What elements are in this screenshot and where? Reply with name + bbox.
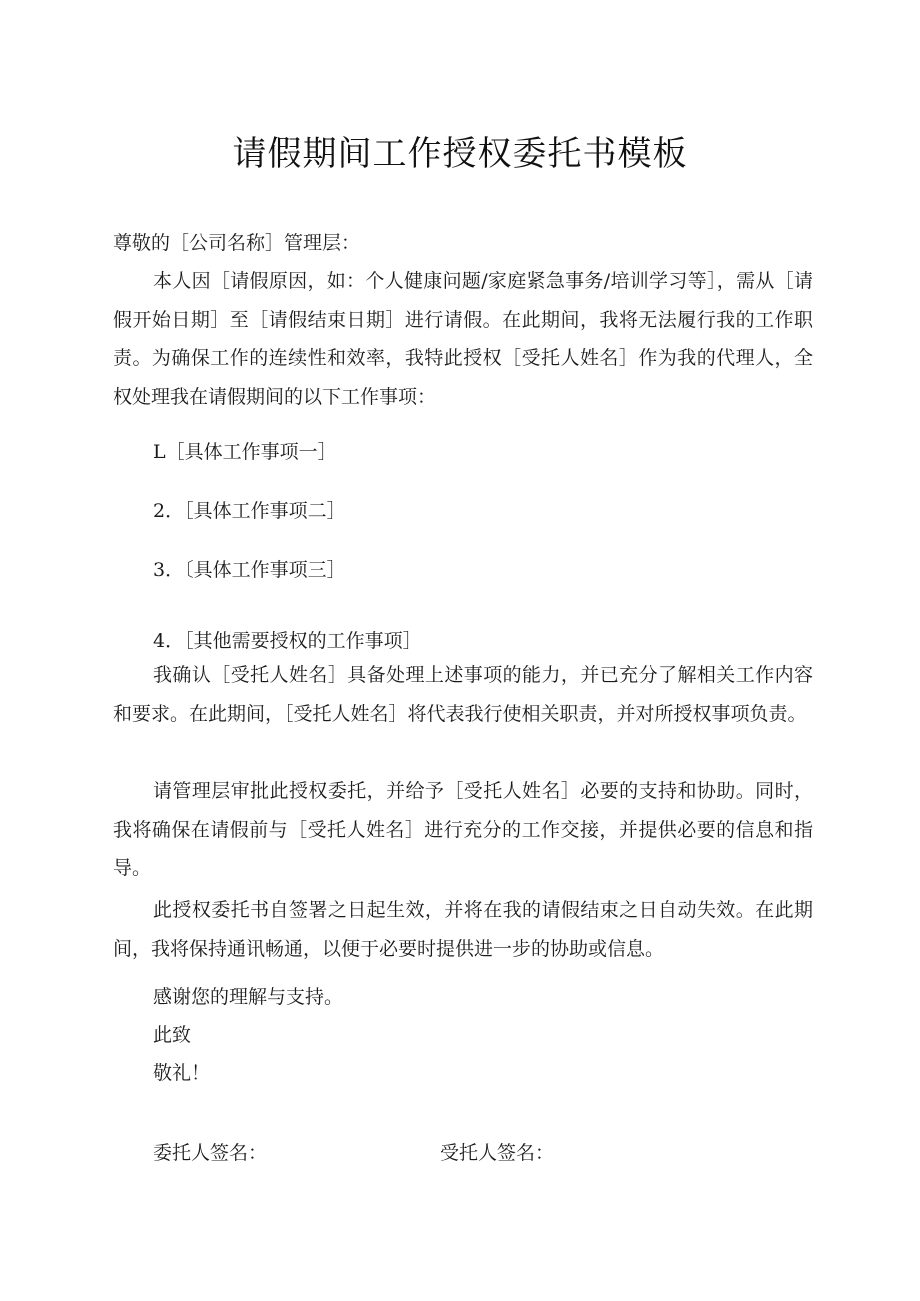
paragraph-reason: 本人因［请假原因，如：个人健康问题/家庭紧急事务/培训学习等］，需从［请假开始日期］至［请假结束日期］进行请假。在此期间，我将无法履行我的工作职责。为确保工作的连续性和效率，我特此授权［受托人姓名］作为我的代理人，全权处理我在请假期间的以下工作事项：	[113, 270, 813, 408]
paragraph-request: 请管理层审批此授权委托，并给予［受托人姓名］必要的支持和协助。同时，我将确保在请假前与［受托人姓名］进行充分的工作交接，并提供必要的信息和指导。	[113, 780, 813, 879]
closing-line-1: 此致	[153, 1024, 192, 1046]
thanks-line: 感谢您的理解与支持。	[153, 986, 344, 1008]
list-item-1: L［具体工作事项一］	[153, 441, 337, 463]
agent-signature-label: 受托人签名：	[440, 1142, 555, 1164]
document-title: 请假期间工作授权委托书模板	[232, 134, 688, 174]
paragraph-validity: 此授权委托书自签署之日起生效，并将在我的请假结束之日自动失效。在此期间，我将保持通讯畅通，以便于必要时提供进一步的协助或信息。	[113, 899, 813, 960]
paragraph-confirmation: 我确认［受托人姓名］具备处理上述事项的能力，并已充分了解相关工作内容和要求。在此期间，［受托人姓名］将代表我行使相关职责，并对所授权事项负责。	[113, 664, 813, 725]
closing-line-2: 敬礼！	[153, 1062, 211, 1084]
salutation: 尊敬的［公司名称］管理层：	[113, 232, 361, 254]
list-item-2: 2．［具体工作事项二］	[153, 500, 346, 522]
list-item-3: 3．〔具体工作事项三］	[153, 559, 346, 581]
principal-signature-label: 委托人签名：	[153, 1142, 268, 1164]
list-item-4: 4．［其他需要授权的工作事项］	[153, 630, 422, 652]
